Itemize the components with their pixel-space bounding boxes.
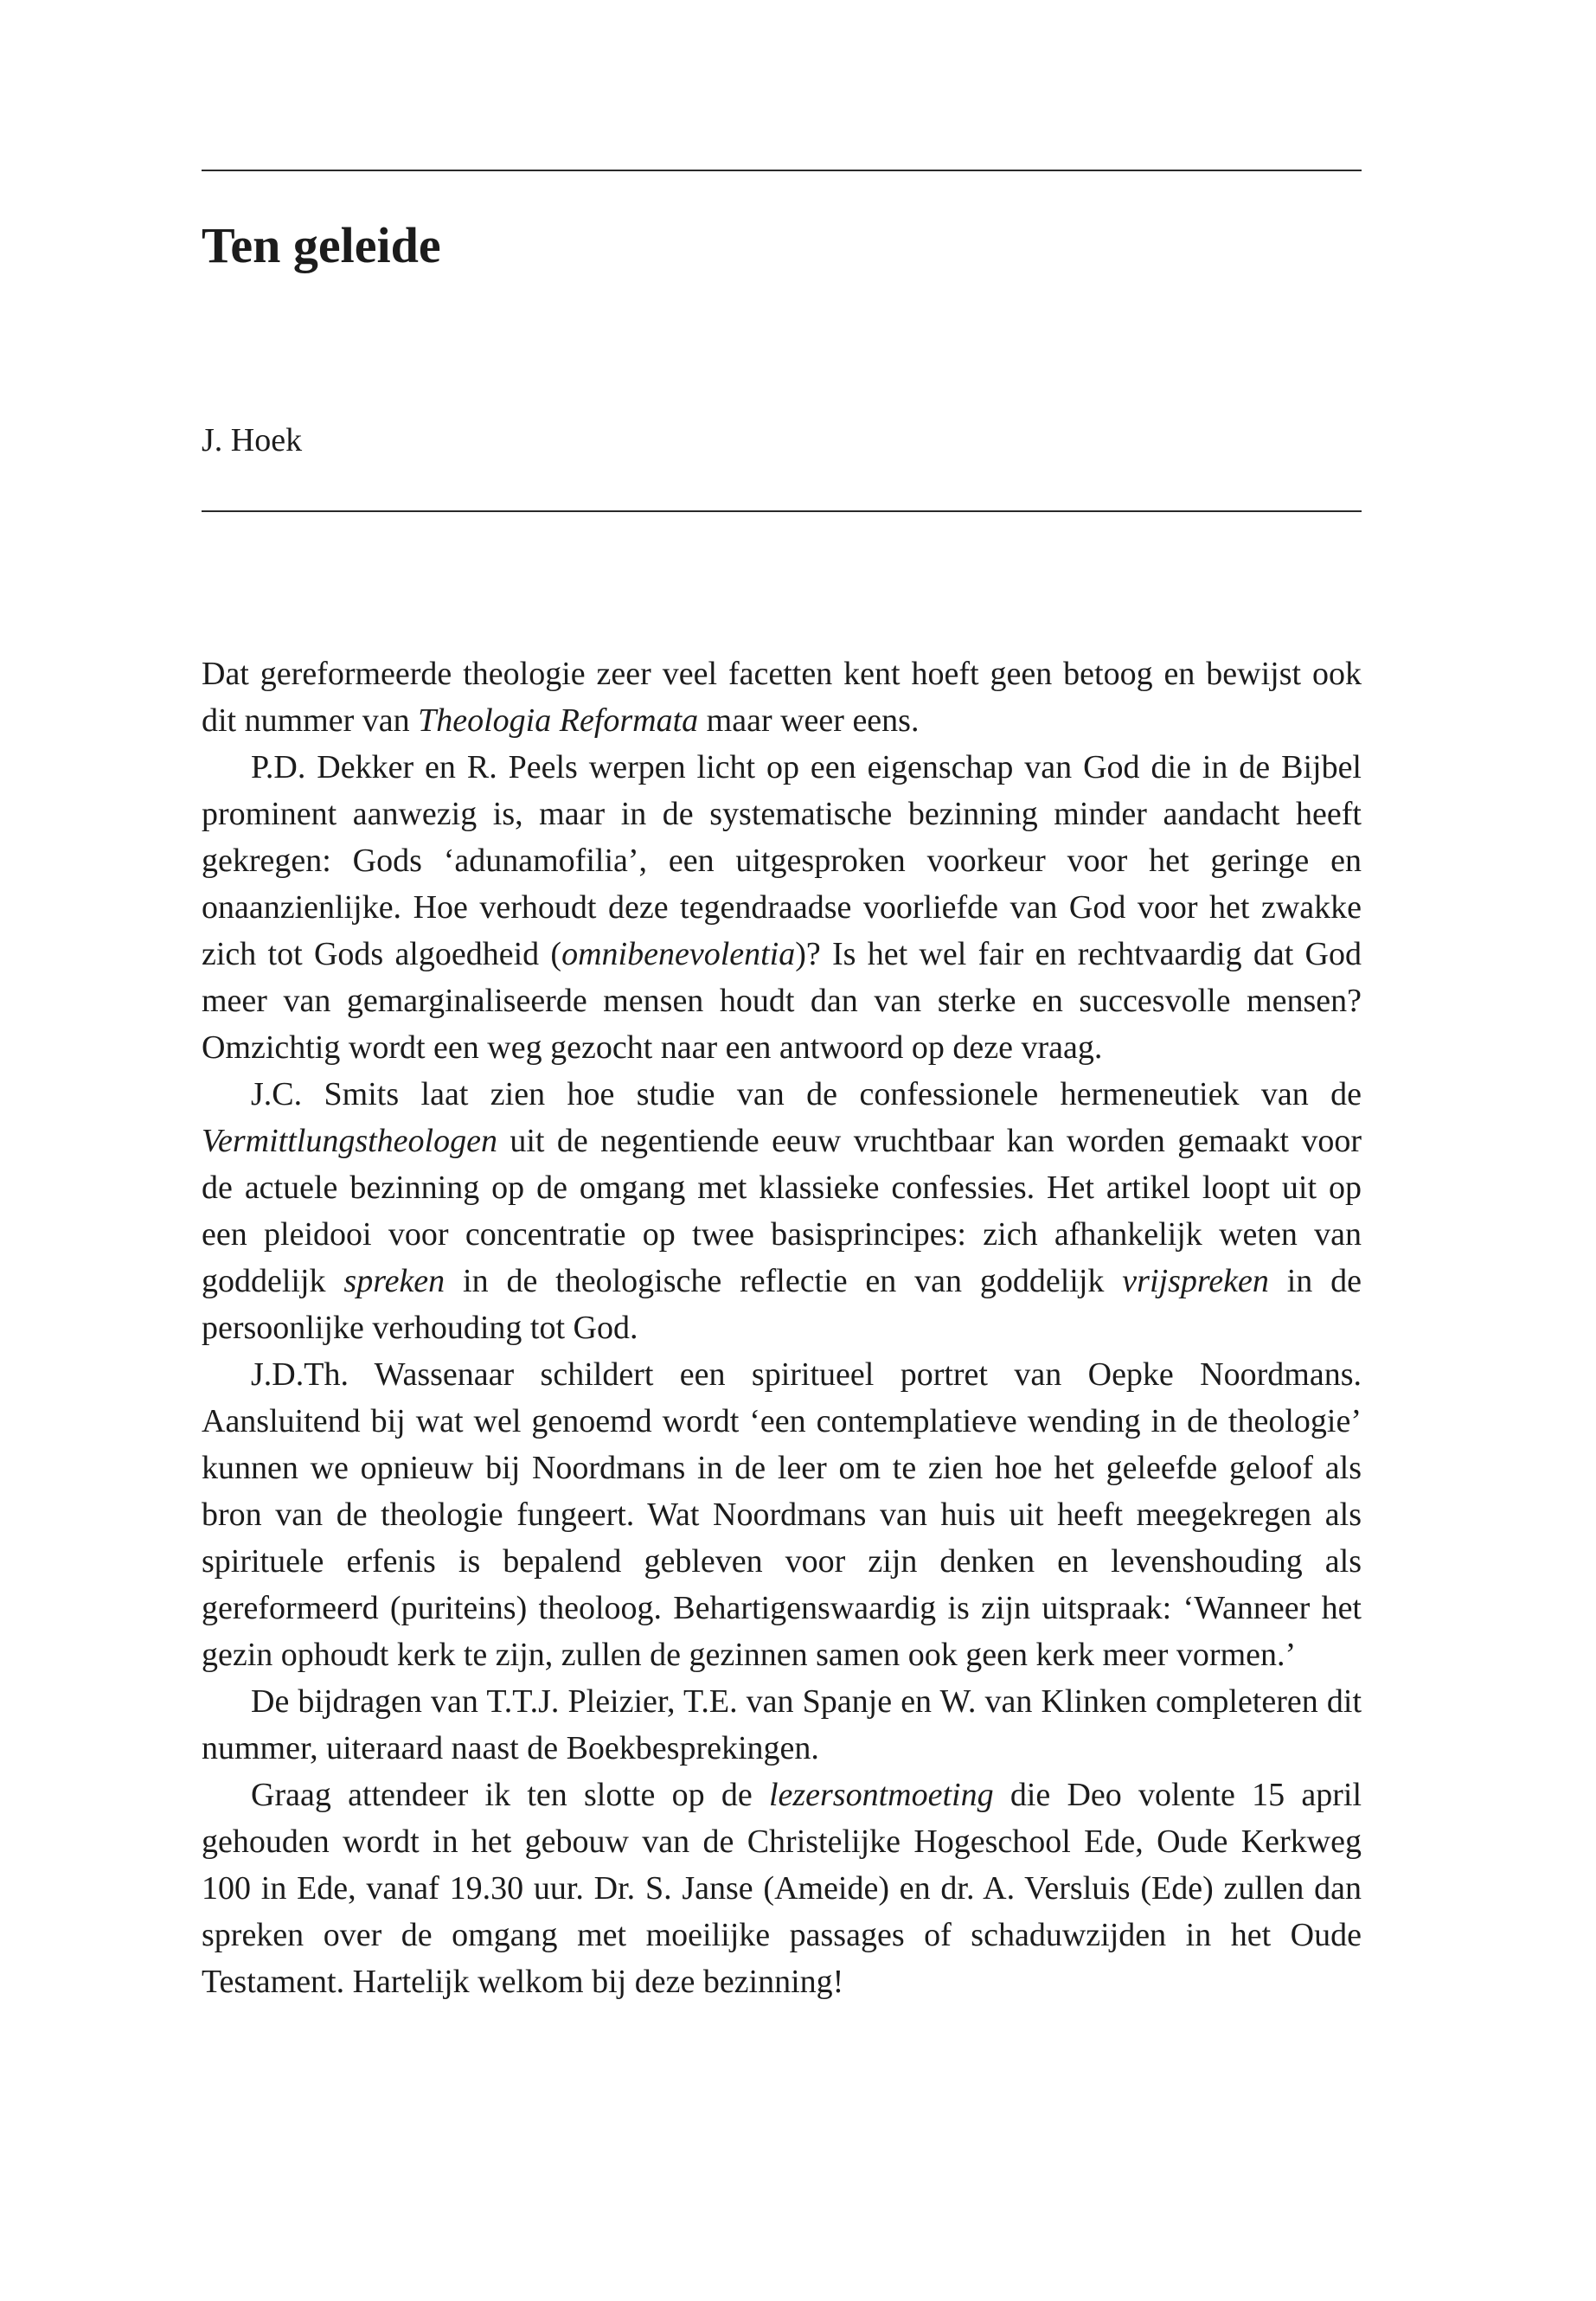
paragraph-smits: J.C. Smits laat zien hoe studie van de confessionele hermeneutiek van de Vermittlungstheologen uit de negentiende eeuw vruchtbaar kan worden gemaakt voor de actuele bezinning op de omgang met klassieke confessies. Het artikel loopt uit op een pleidooi voor concentratie op twee basisprincipes: zich afhankelijk weten van goddelijk spreken in de theologische reflectie en van goddelijk vrijspreken in de persoonlijke verhouding tot God.	[202, 1076, 1362, 1346]
term-spreken: spreken	[343, 1263, 445, 1299]
paragraph-reader-meeting: Graag attendeer ik ten slotte op de lezersontmoeting die Deo volente 15 april gehouden wordt in het gebouw van de Christelijke Hogeschool Ede, Oude Kerkweg 100 in Ede, vanaf 19.30 uur. Dr. S. Janse (Ameide) en dr. A. Versluis (Ede) zullen dan spreken over de omgang met moeilijke passages of schaduwzijden in het Oude Testament. Hartelijk welkom bij deze bezinning!	[202, 1777, 1362, 2000]
term-vermittlungstheologen: Vermittlungstheologen	[202, 1123, 497, 1159]
paragraph-contributions: De bijdragen van T.T.J. Pleizier, T.E. van Spanje en W. van Klinken completeren dit nummer, uiteraard naast de Boekbesprekingen.	[202, 1683, 1362, 1766]
top-rule	[202, 170, 1362, 171]
term-omnibenevolentia: omnibenevolentia	[561, 936, 796, 972]
paragraph-intro: Dat gereformeerde theologie zeer veel facetten kent hoeft geen betoog en bewijst ook dit nummer van Theologia Reformata maar weer eens.	[202, 656, 1362, 739]
page-title: Ten geleide	[202, 217, 441, 273]
term-vrijspreken: vrijspreken	[1122, 1263, 1269, 1299]
paragraph-dekker-peels: P.D. Dekker en R. Peels werpen licht op een eigenschap van God die in de Bijbel prominent aanwezig is, maar in de systematische bezinning minder aandacht heeft gekregen: Gods ‘adunamofilia’, een uitgesproken voorkeur voor het geringe en onaanzienlijke. Hoe verhoudt deze tegendraadse voorliefde van God voor het zwakke zich tot Gods algoedheid (omnibenevolentia)? Is het wel fair en rechtvaardig dat God meer van gemarginaliseerde mensen houdt dan van sterke en succesvolle mensen? Omzichtig wordt een weg gezocht naar een antwoord op deze vraag.	[202, 749, 1362, 1066]
paragraph-wassenaar: J.D.Th. Wassenaar schildert een spiritueel portret van Oepke Noordmans. Aansluitend bij wat wel genoemd wordt ‘een contemplatieve wending in de theologie’ kunnen we opnieuw bij Noordmans in de leer om te zien hoe het geleefde geloof als bron van de theologie fungeert. Wat Noordmans van huis uit heeft meegekregen als spirituele erfenis is bepalend gebleven voor zijn denken en levenshouding als gereformeerd (puriteins) theoloog. Behartigenswaardig is zijn uitspraak: ‘Wanneer het gezin ophoudt kerk te zijn, zullen de gezinnen samen ook geen kerk meer vormen.’	[202, 1356, 1362, 1673]
term-lezersontmoeting: lezersontmoeting	[768, 1777, 994, 1813]
body-text	[202, 651, 1362, 2005]
bottom-rule	[202, 510, 1362, 512]
author-name: J. Hoek	[202, 422, 303, 458]
journal-name: Theologia Reformata	[418, 702, 699, 739]
